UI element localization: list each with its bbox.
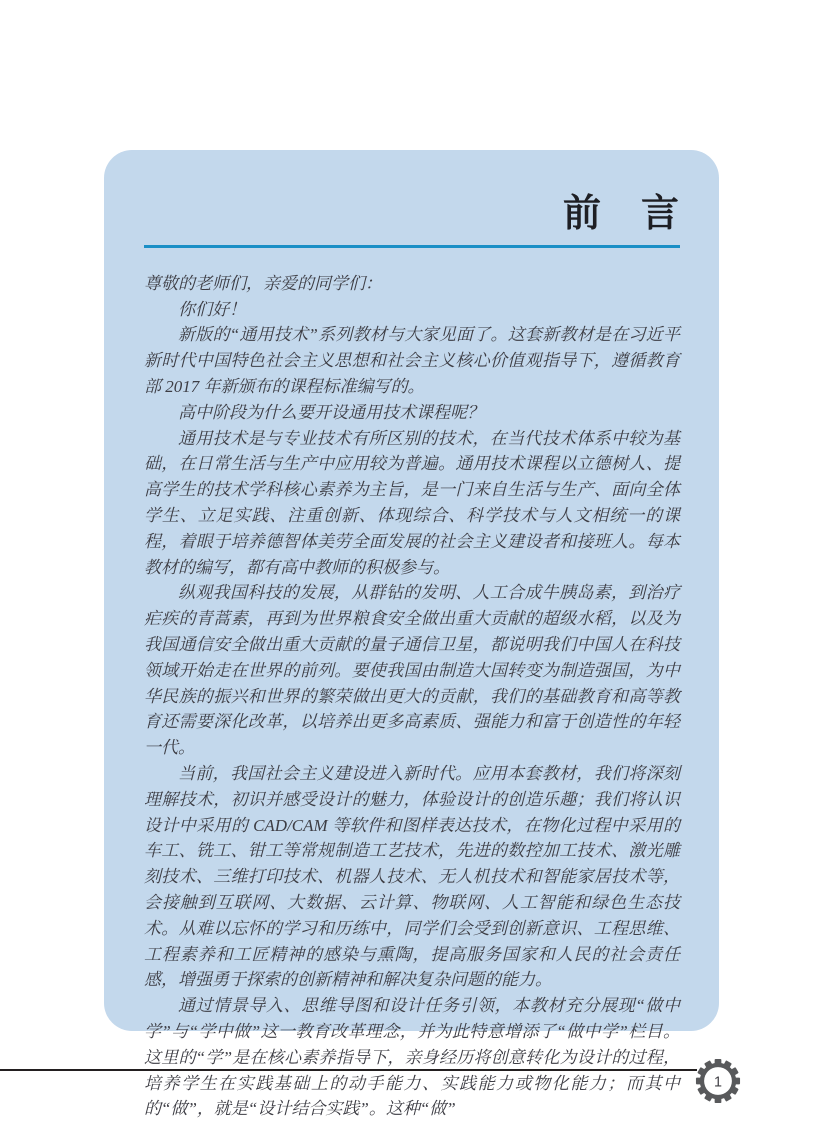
gear-page-number-icon xyxy=(695,1058,741,1104)
paragraph: 当前，我国社会主义建设进入新时代。应用本套教材，我们将深刻理解技术，初识并感受设计的魅力，体验设计的创造乐趣；我们将认识设计中采用的 CAD/CAM 等软件和图样表达技术，在物化过程中采用的车工、铣工、钳工等常规制造工艺技术，先进的数控加工技术、激光雕刻技术、三维打印技术、机器人技术、无人机技术和智能家居技术等，会接触到互联网、大数据、云计算、物联网、人工智能和绿色生态技术。从难以忘怀的学习和历练中，同学们会受到创新意识、工程思维、工程素养和工匠精神的感染与熏陶，提高服务国家和人民的社会责任感，增强勇于探索的创新精神和解决复杂问题的能力。 xyxy=(144,763,680,990)
preface-content xyxy=(144,271,680,1122)
paragraph: 通用技术是与专业技术有所区别的技术，在当代技术体系中较为基础，在日常生活与生产中应用较为普遍。通用技术课程以立德树人、提高学生的技术学科核心素养为主旨，是一门来自生活与生产、面向全体学生、立足实践、注重创新、体现综合、科学技术与人文相统一的课程，着眼于培养德智体美劳全面发展的社会主义建设者和接班人。每本教材的编写，都有高中教师的积极参与。 xyxy=(144,428,680,577)
page-title: 前 言 xyxy=(562,193,680,235)
paragraph: 高中阶段为什么要开设通用技术课程呢？ xyxy=(178,402,484,422)
paragraph-salutation: 尊敬的老师们，亲爱的同学们： xyxy=(144,273,382,293)
paragraph: 新版的“通用技术”系列教材与大家见面了。这套新教材是在习近平新时代中国特色社会主义思想和社会主义核心价值观指导下，遵循教育部 2017 年新颁布的课程标准编写的。 xyxy=(144,325,680,396)
paragraph: 你们好！ xyxy=(178,299,246,319)
footer-rule xyxy=(0,1069,697,1071)
preface-card xyxy=(104,150,719,1119)
title-underline xyxy=(144,245,680,248)
gear-icon xyxy=(695,1058,741,1104)
page-number: 1 xyxy=(714,1074,722,1091)
paragraph: 纵观我国科技的发展，从群钻的发明、人工合成牛胰岛素，到治疗疟疾的青蒿素，再到为世界粮食安全做出重大贡献的超级水稻，以及为我国通信安全做出重大贡献的量子通信卫星，都说明我们中国人在科技领域开始走在世界的前列。要使我国由制造大国转变为制造强国，为中华民族的振兴和世界的繁荣做出更大的贡献，我们的基础教育和高等教育还需要深化改革，以培养出更多高素质、强能力和富于创造性的年轻一代。 xyxy=(144,583,680,758)
paragraph: 通过情景导入、思维导图和设计任务引领，本教材充分展现“做中学”与“学中做”这一教育改革理念，并为此特意增添了“做中学”栏目。这里的“学”是在核心素养指导下，亲身经历将创意转化为设计的过程，培养学生在实践基础上的动手能力、实践能力或物化能力；而其中的“做”，就是“设计结合实践”。这种“做” xyxy=(144,996,680,1119)
